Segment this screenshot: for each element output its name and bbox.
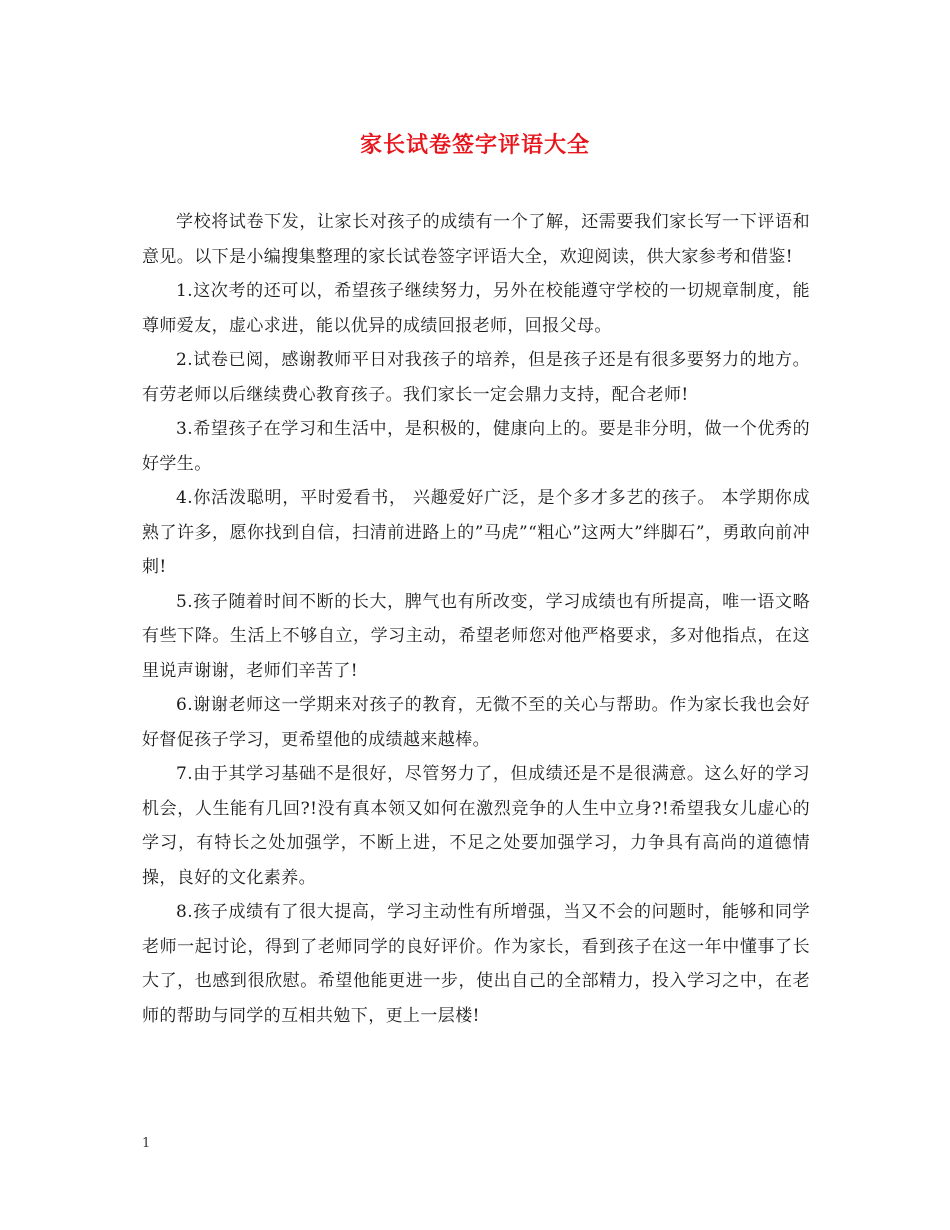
- document-body: [142, 205, 810, 1033]
- page-number: 1: [142, 1136, 151, 1151]
- intro-paragraph: 学校将试卷下发，让家长对孩子的成绩有一个了解，还需要我们家长写一下评语和意见。以下是小编搜集整理的家长试卷签字评语大全，欢迎阅读，供大家参考和借鉴!: [142, 212, 810, 267]
- comment-paragraph-2: 2.试卷已阅，感谢教师平日对我孩子的培养，但是孩子还是有很多要努力的地方。有劳老师以后继续费心教育孩子。我们家长一定会鼎力支持，配合老师!: [142, 350, 810, 405]
- comment-paragraph-8: 8.孩子成绩有了很大提高，学习主动性有所增强，当又不会的问题时，能够和同学老师一起讨论，得到了老师同学的良好评价。作为家长，看到孩子在这一年中懂事了长大了，也感到很欣慰。希望他能更进一步，使出自己的全部精力，投入学习之中，在老师的帮助与同学的互相共勉下，更上一层楼!: [142, 902, 810, 1026]
- document-title: 家长试卷签字评语大全: [359, 132, 590, 158]
- comment-paragraph-4: 4.你活泼聪明，平时爱看书， 兴趣爱好广泛，是个多才多艺的孩子。 本学期你成熟了许多，愿你找到自信，扫清前进路上的”马虎”“粗心”这两大”绊脚石”，勇敢向前冲刺!: [142, 488, 810, 577]
- comment-paragraph-3: 3.希望孩子在学习和生活中，是积极的，健康向上的。要是非分明，做一个优秀的好学生。: [142, 419, 810, 474]
- comment-paragraph-7: 7.由于其学习基础不是很好，尽管努力了，但成绩还是不是很满意。这么好的学习机会，人生能有几回?!没有真本领又如何在激烈竞争的人生中立身?!希望我女儿虚心的学习，有特长之处加强学，不断上进，不足之处要加强学习，力争具有高尚的道德情操，良好的文化素养。: [142, 764, 810, 888]
- comment-paragraph-6: 6.谢谢老师这一学期来对孩子的教育，无微不至的关心与帮助。作为家长我也会好好督促孩子学习，更希望他的成绩越来越棒。: [142, 695, 810, 750]
- comment-paragraph-5: 5.孩子随着时间不断的长大，脾气也有所改变，学习成绩也有所提高，唯一语文略有些下降。生活上不够自立，学习主动，希望老师您对他严格要求，多对他指点，在这里说声谢谢，老师们辛苦了!: [142, 591, 810, 681]
- comment-paragraph-1: 1.这次考的还可以，希望孩子继续努力，另外在校能遵守学校的一切规章制度，能尊师爱友，虚心求进，能以优异的成绩回报老师，回报父母。: [142, 281, 810, 336]
